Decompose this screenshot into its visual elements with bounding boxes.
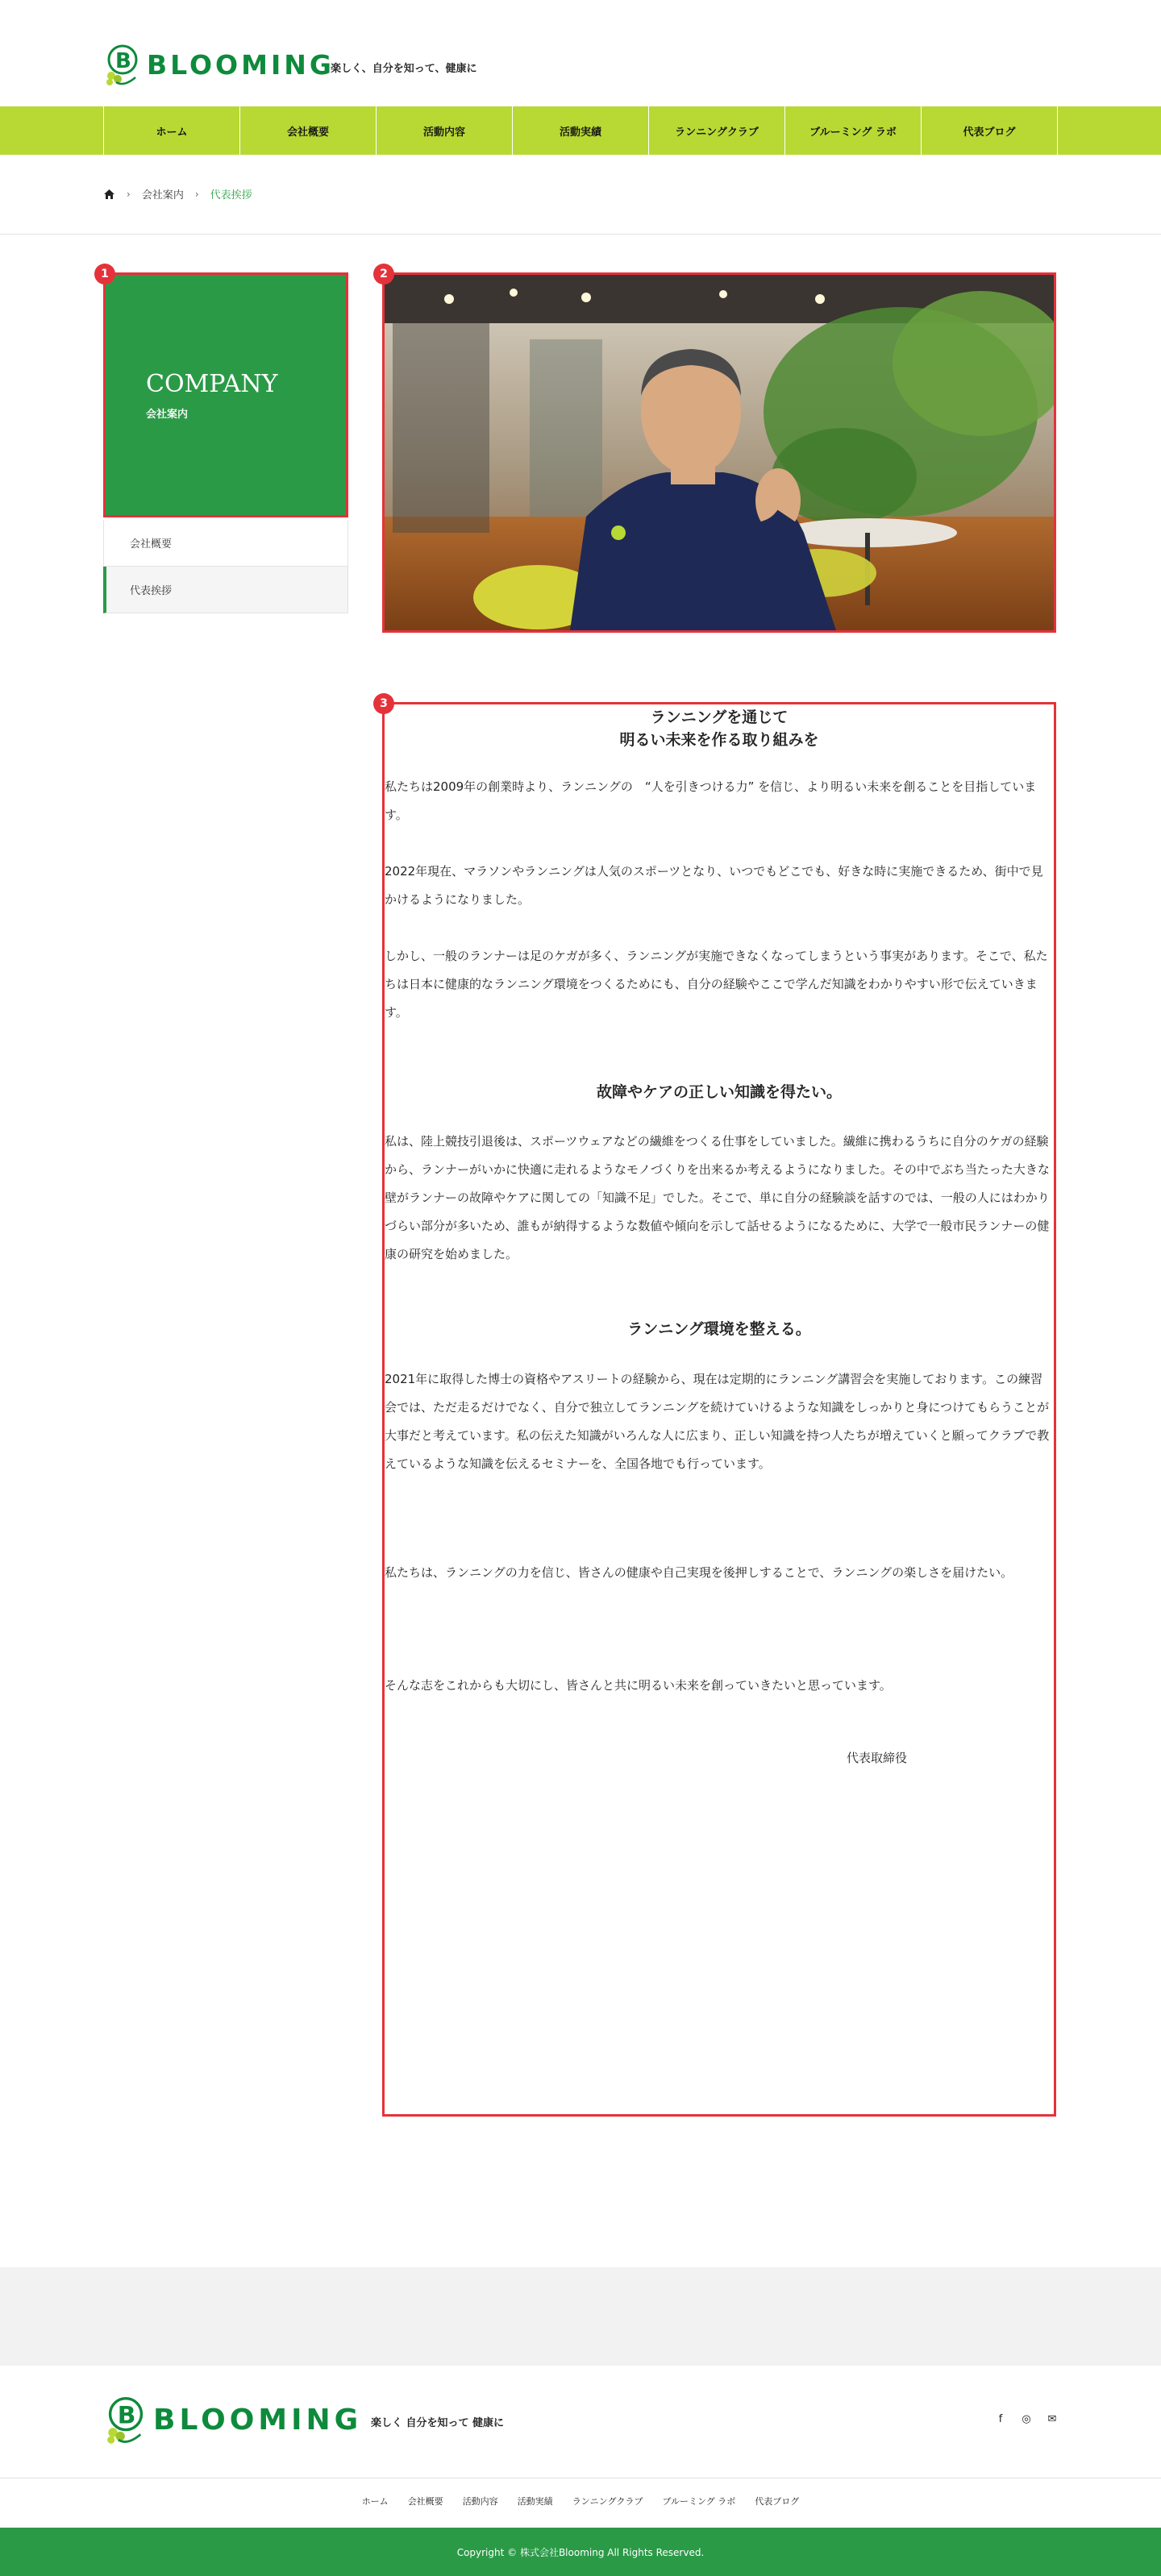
breadcrumb-current: 代表挨拶 — [210, 189, 252, 202]
nav-item-blog[interactable]: 代表ブログ — [922, 106, 1058, 155]
nav-item-blooming-lab[interactable]: ブルーミング ラボ — [785, 106, 922, 155]
heading-line-2: 明るい未来を作る取り組みを — [619, 731, 819, 749]
breadcrumb-company[interactable]: 会社案内 — [141, 189, 184, 202]
article-paragraph: そんな志をこれからも大切にし、皆さんと共に明るい未来を創っていきたいと思っています。 — [385, 1678, 892, 1693]
nav-item-company[interactable]: 会社概要 — [240, 106, 377, 155]
logo-text: BLOOMING — [147, 48, 335, 81]
social-links — [993, 2412, 1059, 2426]
divider — [0, 234, 1161, 235]
article-paragraph: 私たちは、ランニングの力を信じ、皆さんの健康や自己実現を後押しすることで、ランニングの楽しさを届けたい。 — [385, 1565, 1013, 1580]
footer-nav-company[interactable]: 会社概要 — [407, 2496, 443, 2507]
logo-mark-icon — [103, 42, 142, 87]
footer-tagline: 楽しく 自分を知って 健康に — [371, 2417, 505, 2429]
heading-line-1: ランニングを通じて — [650, 708, 789, 726]
nav-item-home[interactable]: ホーム — [104, 106, 240, 155]
chevron-right-icon: › — [194, 188, 199, 200]
annotation-badge: 3 — [373, 693, 394, 714]
site-logo[interactable] — [103, 42, 335, 87]
footer-nav-running-club[interactable]: ランニングクラブ — [572, 2496, 643, 2507]
sidebar-title-jp: 会社案内 — [146, 409, 189, 421]
svg-text:B: B — [117, 2401, 136, 2430]
article-paragraph: 私たちは2009年の創業時より、ランニングの “人を引きつける力” を信じ、より明るい未来を創ることを目指しています。 — [385, 779, 1037, 822]
facebook-icon[interactable]: f — [998, 2412, 1003, 2425]
svg-text:B: B — [115, 49, 131, 73]
global-nav — [0, 106, 1161, 155]
site-header — [0, 0, 1161, 106]
copyright: Copyright © 株式会社Blooming All Rights Reserved. — [0, 2528, 1161, 2576]
nav-item-results[interactable]: 活動実績 — [513, 106, 649, 155]
article-heading-main — [385, 706, 1054, 751]
article-heading-knowledge: 故障やケアの正しい知識を得たい。 — [596, 1083, 842, 1101]
sidebar-header — [103, 272, 348, 517]
sidebar-item-greeting[interactable]: 代表挨拶 — [103, 567, 348, 613]
logo-mark-icon — [103, 2394, 148, 2445]
article-heading-environment: ランニング環境を整える。 — [627, 1320, 811, 1338]
footer-nav-results[interactable]: 活動実績 — [517, 2496, 553, 2507]
home-icon[interactable] — [103, 189, 115, 200]
footer-nav-blooming-lab[interactable]: ブルーミング ラボ — [662, 2496, 736, 2507]
instagram-icon[interactable]: ◎ — [1022, 2412, 1031, 2425]
footer-band — [0, 2267, 1161, 2366]
footer-nav-home[interactable]: ホーム — [361, 2496, 389, 2507]
article-paragraph: 2022年現在、マラソンやランニングは人気のスポーツとなり、いつでもどこでも、好きな時に実施できるため、街中で見かけるようになりました。 — [385, 864, 1043, 907]
footer-logo-text: BLOOMING — [153, 2403, 363, 2437]
signature-title: 代表取締役 — [847, 1751, 908, 1765]
nav-item-activities[interactable]: 活動内容 — [377, 106, 513, 155]
article-paragraph: 2021年に取得した博士の資格やアスリートの経験から、現在は定期的にランニング講習会を実施しております。この練習会では、ただ走るだけでなく、自分で独立してランニングを続けていけるような知識をしっかりと身につけてもらうことが大事だと考えています。私の伝えた知識がいろんな人に広まり、正しい知識を持つ人たちが増えていくと願ってクラブで教えているような知識を伝えるセミナーを、全国各地でも行っています。 — [385, 1372, 1050, 1471]
header-tagline: 楽しく、自分を知って、健康に — [331, 63, 477, 75]
annotation-badge: 1 — [94, 264, 115, 285]
annotation-badge: 2 — [373, 264, 394, 285]
sidebar-menu — [103, 520, 348, 613]
breadcrumb — [103, 186, 252, 202]
footer-nav-activities[interactable]: 活動内容 — [462, 2496, 498, 2507]
ceo-photo — [382, 272, 1056, 633]
footer-nav-blog[interactable]: 代表ブログ — [755, 2496, 800, 2507]
greeting-article — [382, 702, 1056, 2117]
footer-nav — [0, 2495, 1161, 2507]
footer-logo[interactable] — [103, 2394, 362, 2445]
chevron-right-icon: › — [127, 188, 131, 200]
ceo-photo-image — [385, 275, 1054, 630]
nav-item-running-club[interactable]: ランニングクラブ — [649, 106, 785, 155]
mail-icon[interactable]: ✉ — [1047, 2412, 1057, 2425]
sidebar-item-company-overview[interactable]: 会社概要 — [103, 520, 348, 567]
article-paragraph: しかし、一般のランナーは足のケガが多く、ランニングが実施できなくなってしまうという事実があります。そこで、私たちは日本に健康的なランニング環境をつくるためにも、自分の経験やここで学んだ知識をわかりやすい形で伝えていきます。 — [385, 949, 1048, 1020]
sidebar-title-en: COMPANY — [146, 370, 278, 398]
article-paragraph: 私は、陸上競技引退後は、スポーツウェアなどの繊維をつくる仕事をしていました。繊維に携わるうちに自分のケガの経験から、ランナーがいかに快適に走れるようなモノづくりを出来るか考えるようになりました。その中でぶち当たった大きな壁がランナーの故障やケアに関しての「知識不足」でした。そこで、単に自分の経験談を話すのでは、一般の人にはわかりづらい部分が多いため、誰もが納得するような数値や傾向を示して話せるようになるために、大学で一般市民ランナーの健康の研究を始めました。 — [385, 1134, 1050, 1261]
